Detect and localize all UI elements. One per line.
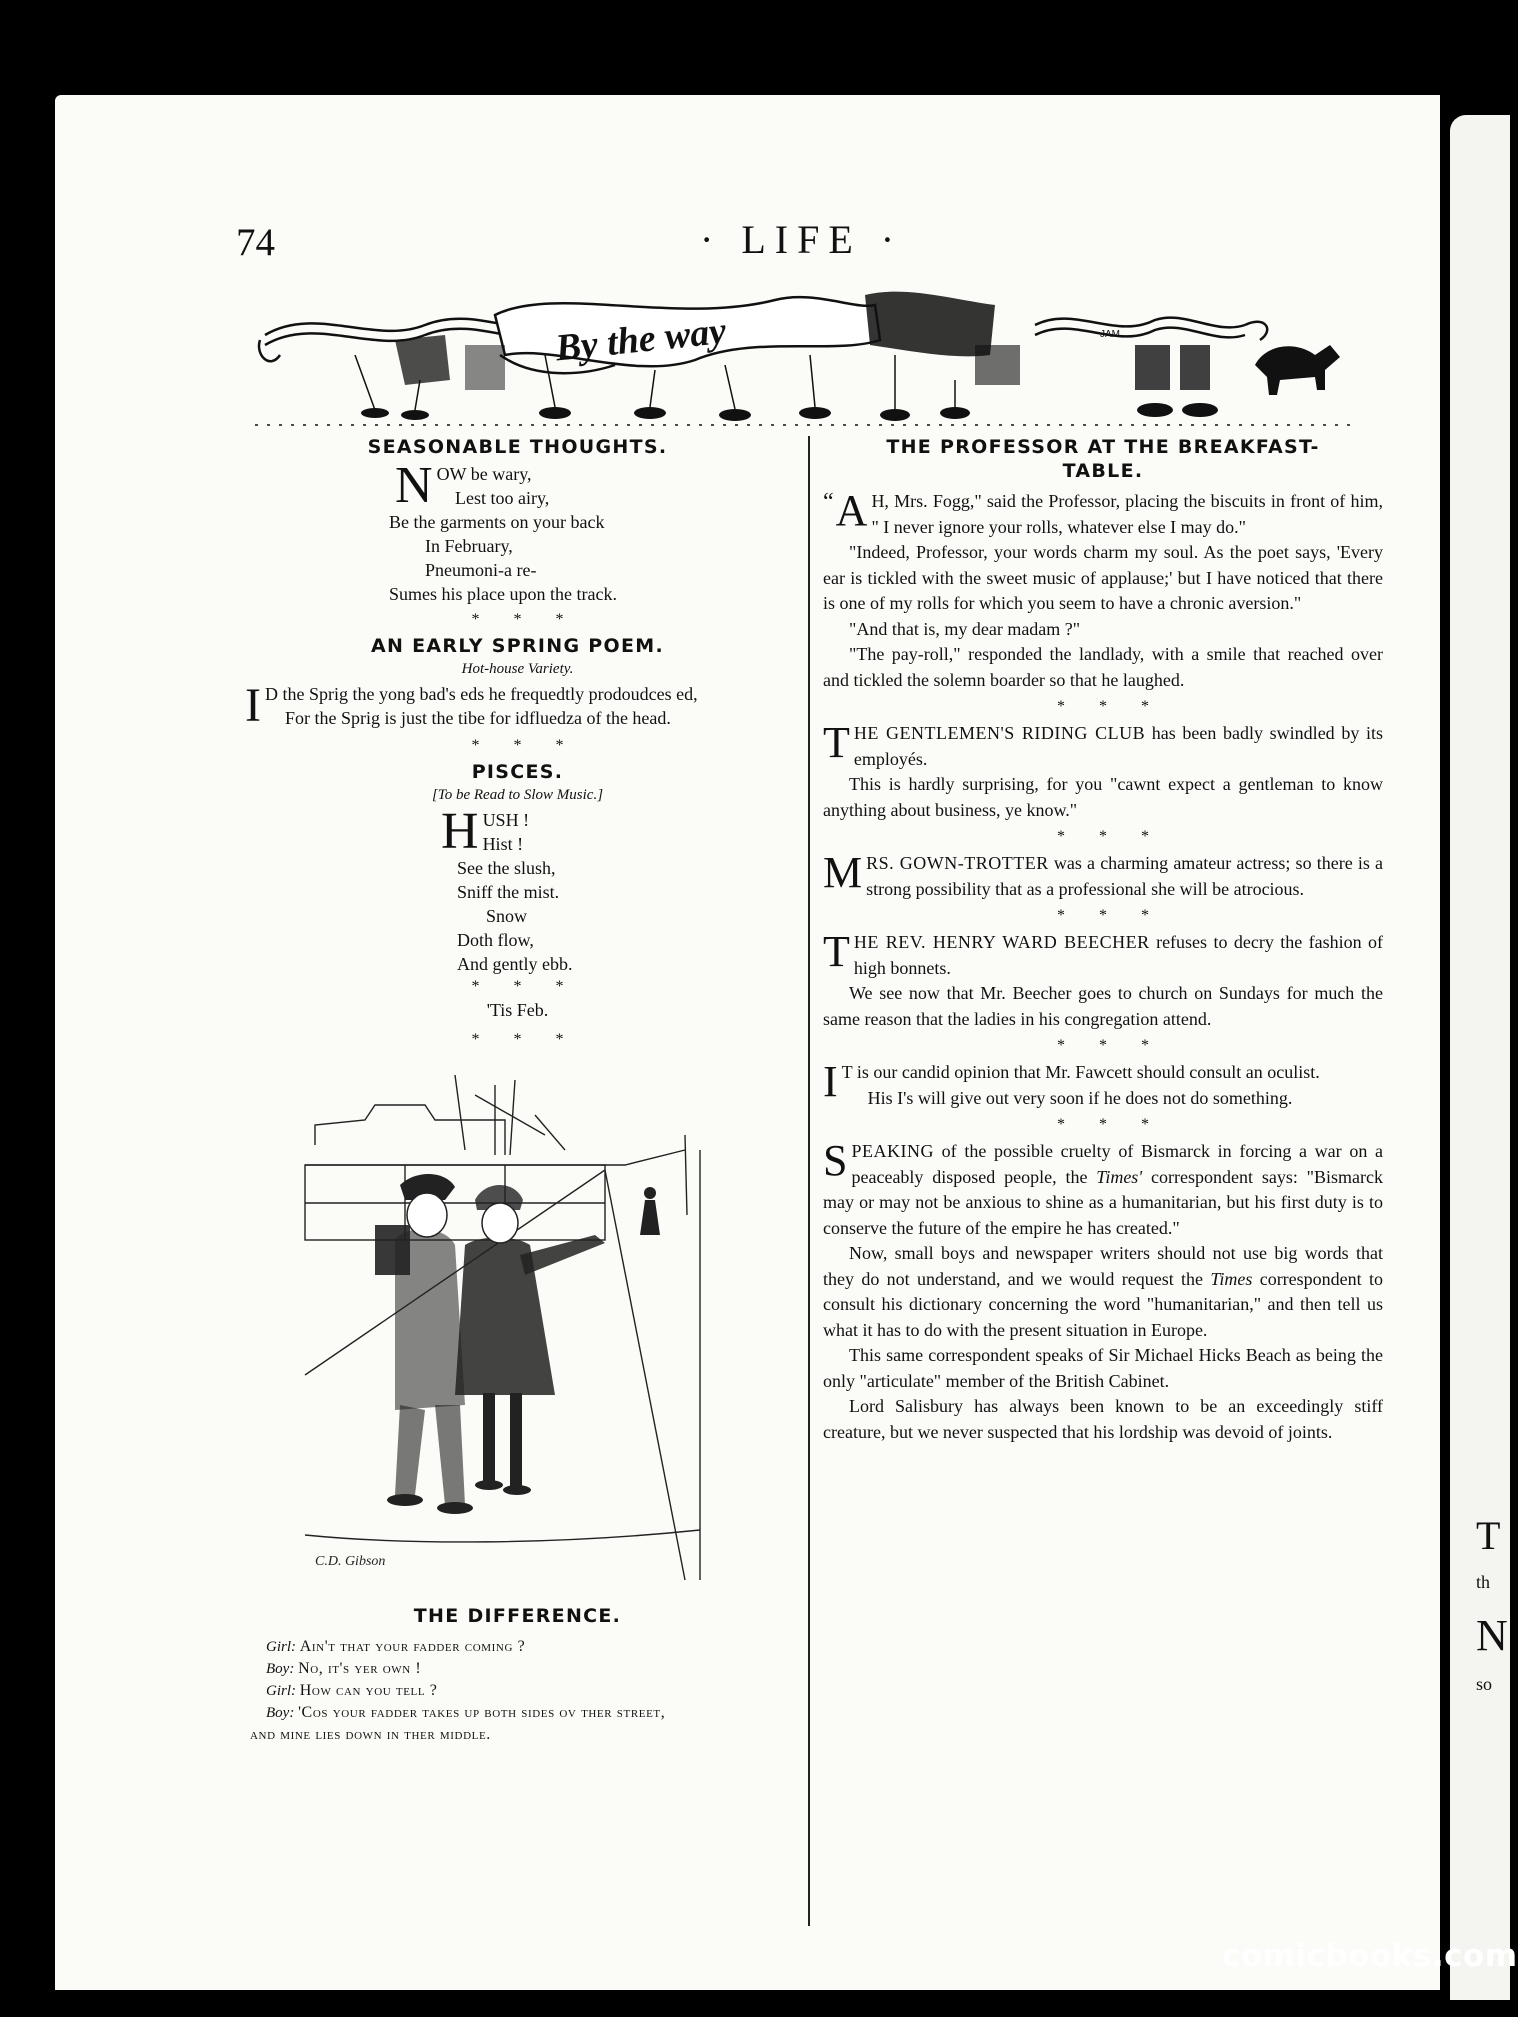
- dialogue-line: [250, 1680, 810, 1702]
- dialogue-continuation: and mine lies down in ther middle.: [250, 1726, 491, 1743]
- lead-words: HE GENTLEMEN'S RIDING CLUB: [853, 723, 1146, 743]
- drop-cap: M: [823, 848, 863, 897]
- riding-club-article: [823, 718, 1383, 823]
- poem-line: OW be wary,: [436, 464, 532, 484]
- paragraph-text: of the possible cruelty of Bismarck in forcing a war on a peaceably disposed people, the: [851, 1141, 1383, 1187]
- by-the-way-banner: [255, 285, 1355, 435]
- poem-line: For the Sprig is just the tibe for idfluedza of the head.: [285, 708, 671, 728]
- paragraph: This is hardly surprising, for you "cawnt expect a gentleman to know anything about business, ye know.": [823, 774, 1383, 820]
- next-page-letter: T: [1476, 1513, 1501, 1558]
- banner-text: By the way: [553, 309, 728, 370]
- pisces-poem: [441, 803, 790, 976]
- poem-line: Doth flow,: [457, 930, 534, 950]
- artist-mark: JAM: [1100, 329, 1120, 340]
- next-page-fragment: th: [1476, 1572, 1491, 1592]
- paragraph-text: correspondent to consult his dictionary concerning the word "humanitarian," and then tell us what it has to do with the present situation in Europe.: [823, 1268, 1383, 1340]
- lead-words: HE REV. HENRY WARD BEECHER: [853, 932, 1150, 952]
- paragraph: This same correspondent speaks of Sir Michael Hicks Beach as being the only "articulate" member of the British Cabinet.: [823, 1345, 1383, 1391]
- drop-cap: I: [823, 1057, 838, 1106]
- pisces-subtitle: [To be Read to Slow Music.]: [431, 787, 604, 803]
- paragraph: [823, 848, 1383, 902]
- poem-line: In February,: [425, 536, 513, 556]
- paragraph: Lord Salisbury has always been known to be an exceedingly stiff creature, but we never suspected that his lordship was devoid of joints.: [823, 1396, 1383, 1442]
- next-page-letter: N: [1476, 1611, 1508, 1660]
- poem-line: Be the garments on your back: [389, 512, 605, 532]
- drop-cap: I: [245, 679, 261, 732]
- poem-line: Hist !: [482, 834, 524, 854]
- speaker: Boy:: [266, 1705, 295, 1721]
- seasonable-thoughts-title: SEASONABLE THOUGHTS.: [367, 436, 668, 458]
- drop-cap: N: [395, 457, 433, 514]
- paragraph: "The pay-roll," responded the landlady, with a smile that reached over and tickled the solemn boarder so that he laughed.: [823, 644, 1383, 690]
- artist-signature: C.D. Gibson: [315, 1554, 386, 1569]
- dialogue-text: How can you tell ?: [299, 1682, 438, 1699]
- poem-line: Sumes his place upon the track.: [389, 584, 617, 604]
- newspaper-name: Times: [1210, 1268, 1253, 1289]
- open-quote: “: [823, 489, 834, 515]
- pisces-ending: 'Tis Feb.: [486, 1000, 549, 1020]
- poem-line: USH !: [482, 810, 530, 830]
- poem-line: Sniff the mist.: [457, 882, 560, 902]
- speaker: Girl:: [266, 1683, 296, 1699]
- paragraph: His I's will give out very soon if he does not do something.: [867, 1087, 1293, 1108]
- boy-and-girl-illustration: [305, 1075, 725, 1585]
- paragraph: [823, 486, 1383, 540]
- dialogue-text: No, it's yer own !: [298, 1660, 422, 1677]
- gown-trotter-article: [823, 848, 1383, 902]
- dialogue-text: Ain't that your fadder coming ?: [299, 1638, 526, 1655]
- paragraph-text: refuses to decry the fashion of high bonnets.: [853, 932, 1383, 978]
- section-divider: * * *: [1057, 828, 1149, 845]
- speaker: Boy:: [266, 1661, 295, 1677]
- poem-line: See the slush,: [457, 858, 556, 878]
- dialogue-line: [250, 1702, 810, 1724]
- paragraph-text: was a charming amateur actress; so there is a strong possibility that as a professional she will be atrocious.: [866, 853, 1383, 899]
- paragraph-text: H, Mrs. Fogg," said the Professor, placing the biscuits in front of him, " I never ignore your rolls, whatever else I may do.": [871, 491, 1383, 537]
- difference-dialogue: [250, 1636, 810, 1745]
- beecher-article: [823, 927, 1383, 1032]
- drop-cap: H: [441, 803, 479, 860]
- paragraph: [823, 927, 1383, 981]
- lead-words: PEAKING: [851, 1141, 934, 1161]
- left-column: [245, 435, 790, 1054]
- poem-line: D the Sprig the yong bad's eds he frequedtly prodoudces ed,: [264, 684, 698, 704]
- section-divider: * * *: [471, 737, 564, 754]
- poem-line: Snow: [486, 906, 528, 926]
- paragraph: [823, 1241, 1383, 1343]
- adjacent-page-edge: [1450, 115, 1510, 2000]
- seasonable-thoughts-poem: [389, 457, 790, 606]
- pisces-title: PISCES.: [471, 761, 564, 783]
- paragraph: We see now that Mr. Beecher goes to church on Sundays for much the same reason that the ladies in his congregation attend.: [823, 983, 1383, 1029]
- drop-cap: T: [823, 718, 850, 767]
- page-number: 74: [236, 221, 275, 264]
- speaker: Girl:: [266, 1639, 296, 1655]
- paragraph-text: Now, small boys and newspaper writers should not use big words that they do not understand, and we would request the: [823, 1243, 1383, 1289]
- early-spring-subtitle: Hot-house Variety.: [461, 661, 574, 677]
- dialogue-line: [250, 1658, 810, 1680]
- section-divider: * * *: [1057, 1037, 1149, 1054]
- section-divider: * * *: [1057, 698, 1149, 715]
- lead-words: RS. GOWN-TROTTER: [866, 853, 1049, 873]
- poem-line: And gently ebb.: [457, 954, 573, 974]
- poem-line: Lest too airy,: [455, 488, 550, 508]
- section-divider: * * *: [1057, 907, 1149, 924]
- professor-article: [823, 486, 1383, 693]
- section-divider: * * *: [471, 611, 564, 628]
- professor-title-line: TABLE.: [1062, 460, 1144, 482]
- dialogue-text: 'Cos your fadder takes up both sides ov ther street,: [298, 1704, 666, 1721]
- drop-cap: S: [823, 1136, 848, 1185]
- the-difference-title: THE DIFFERENCE.: [413, 1605, 622, 1627]
- next-page-fragment: so: [1476, 1674, 1493, 1694]
- bismarck-article: [823, 1136, 1384, 1445]
- fawcett-article: [823, 1057, 1383, 1111]
- section-divider: * * *: [1057, 1116, 1149, 1133]
- paragraph-text: T is our candid opinion that Mr. Fawcett should consult an oculist.: [841, 1062, 1320, 1082]
- dialogue-line: [250, 1636, 810, 1658]
- professor-title-line: THE PROFESSOR AT THE BREAKFAST-: [886, 436, 1320, 458]
- masthead-title: · LIFE ·: [700, 217, 904, 262]
- poem-line: Pneumoni-a re-: [425, 560, 537, 580]
- newspaper-name: Times': [1096, 1166, 1143, 1187]
- drop-cap: T: [823, 927, 850, 976]
- paragraph: [823, 1136, 1384, 1241]
- early-spring-poem: [245, 679, 790, 732]
- paragraph-text: has been badly swindled by its employés.: [853, 723, 1383, 769]
- paragraph: "And that is, my dear madam ?": [849, 618, 1081, 639]
- site-watermark: comicbooks.com: [1222, 1938, 1518, 1974]
- section-divider: * * *: [471, 978, 564, 995]
- right-column: [823, 435, 1383, 1445]
- paragraph: [823, 718, 1383, 772]
- professor-title: [823, 435, 1383, 483]
- section-divider: * * *: [471, 1031, 564, 1048]
- drop-cap: A: [835, 486, 868, 535]
- early-spring-poem-title: AN EARLY SPRING POEM.: [371, 635, 664, 657]
- paragraph: "Indeed, Professor, your words charm my soul. As the poet says, 'Every ear is tickled with the sweet music of applause;' but I have noticed that there is one of my rolls for which you seem to have a chronic aversion.": [823, 542, 1383, 613]
- paragraph-text: correspondent says: "Bismarck may or may not be anxious to shine as a humanitarian, but his first duty is to conserve the future of the empire he has created.": [823, 1166, 1384, 1238]
